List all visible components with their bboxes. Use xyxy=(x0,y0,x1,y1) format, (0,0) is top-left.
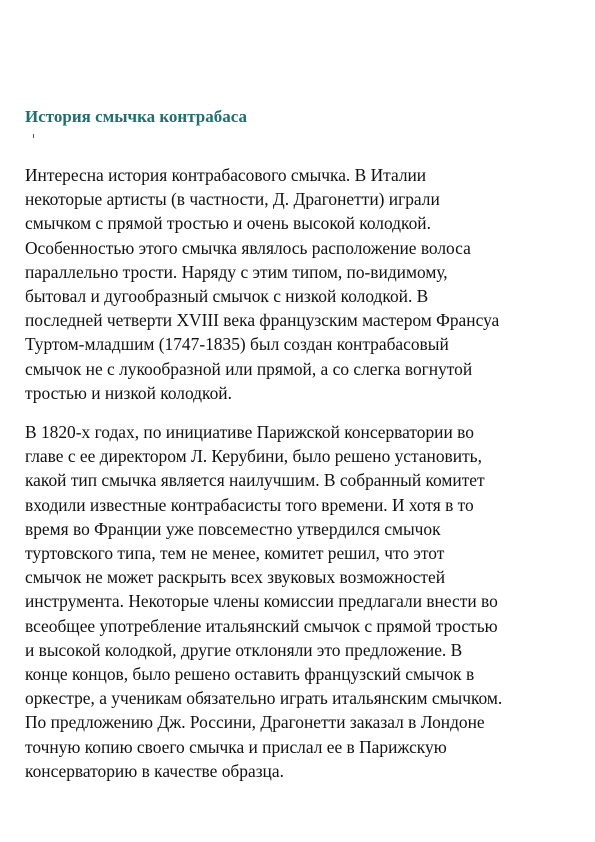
paragraph-1: Интересна история контрабасового смычка. В Италии некоторые артисты (в частности, Д. Драгонетти) играли смычком с прямой тростью и очень высокой колодкой. Особенностью этого смычка являлось расположение волоса параллельно трости. Наряду с этим типом, по-видимому, бытовал и дугообразный смычок с низкой колодкой. В последней четверти XVIII века французским мастером Франсуа Туртом-младшим (1747-1835) был создан контрабасовый смычок не с лукообразной или прямой, а со слегка вогнутой тростью и низкой колодкой. xyxy=(25,165,500,403)
paragraph-2: В 1820-х годах, по инициативе Парижской консерватории во главе с ее директором Л. Керубини, было решено установить, какой тип смычка является наилучшим. В собранный комитет входили известные контрабасисты того времени. И хотя в то время во Франции уже повсеместно утвердился смычок туртовского типа, тем не менее, комитет решил, что этот смычок не может раскрыть всех звуковых возможностей инструмента. Некоторые члены комиссии предлагали внести во всеобщее употребление итальянский смычок с прямой тростью и высокой колодкой, другие отклоняли это предложение. В конце концов, было решено оставить французский смычок в оркестре, а ученикам обязательно играть итальянским смычком. По предложению Дж. Россини, Драгонетти заказал в Лондоне точную копию своего смычка и прислал ее в Парижскую консерваторию в качестве образца. xyxy=(25,422,503,781)
small-mark xyxy=(33,134,34,138)
document-title: История смычка контрабаса xyxy=(25,107,247,126)
